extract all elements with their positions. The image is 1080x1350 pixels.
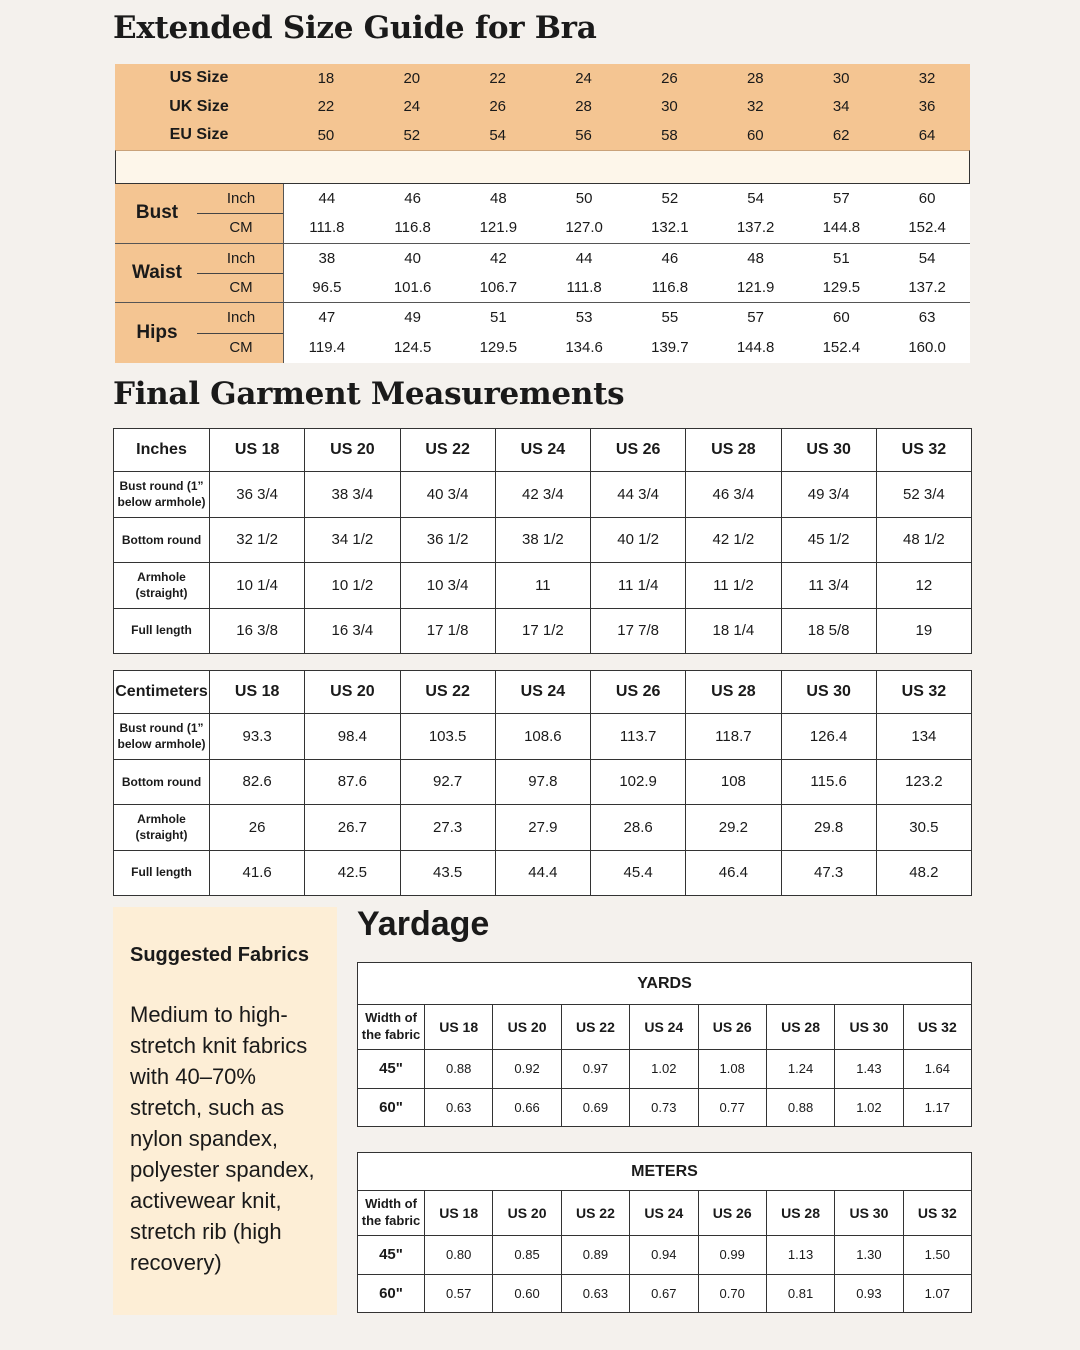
size-value: 52 — [403, 126, 421, 144]
measurement-value: 47 — [318, 309, 336, 327]
value-row-cm — [284, 213, 970, 242]
row-label: Bust round (1” below armhole) — [114, 714, 210, 760]
cell-value: 45.4 — [591, 850, 686, 895]
unit-labels — [199, 184, 283, 243]
measurement-value: 116.8 — [394, 219, 431, 237]
measurement-value: 139.7 — [651, 339, 689, 357]
cell-value: 126.4 — [781, 714, 876, 760]
cell-value: 17 7/8 — [591, 608, 686, 653]
cell-value: 118.7 — [686, 714, 781, 760]
cell-value: 48 1/2 — [876, 517, 971, 563]
cell-value: 36 3/4 — [210, 472, 305, 518]
size-value: 60 — [746, 126, 764, 144]
cell-value: 17 1/2 — [495, 608, 590, 653]
size-value: 30 — [832, 69, 850, 87]
unit-header: Centimeters — [114, 671, 210, 714]
garment-inches-table — [113, 428, 972, 654]
size-value: 32 — [746, 98, 764, 115]
cell-value: 30.5 — [876, 805, 971, 851]
measurement-group-bust — [115, 184, 970, 244]
size-column-header: US 28 — [686, 429, 781, 472]
table-row — [358, 1088, 972, 1127]
cell-value: 42 3/4 — [495, 472, 590, 518]
table-row — [114, 714, 972, 760]
cell-value: 1.02 — [835, 1088, 903, 1127]
size-column-header: US 18 — [425, 1005, 493, 1050]
size-column-header: US 24 — [495, 429, 590, 472]
cell-value: 11 1/4 — [591, 563, 686, 609]
measurement-value: 63 — [918, 309, 936, 327]
measurement-value: 44 — [318, 190, 336, 208]
unit-cm-label: CM — [229, 219, 253, 237]
value-row-cm — [284, 273, 970, 302]
table-row — [114, 850, 972, 895]
size-column-header: US 30 — [781, 429, 876, 472]
cell-value: 16 3/8 — [210, 608, 305, 653]
fabrics-heading: Suggested Fabrics — [130, 944, 309, 966]
row-label: Full length — [114, 850, 210, 895]
fabric-width-label: 45" — [358, 1050, 425, 1089]
size-column-header: US 22 — [561, 1005, 629, 1050]
cell-value: 19 — [876, 608, 971, 653]
cell-value: 52 3/4 — [876, 472, 971, 518]
size-guide-header-row — [115, 64, 970, 92]
cell-value: 42 1/2 — [686, 517, 781, 563]
size-column-header: US 30 — [781, 671, 876, 714]
size-column-header: US 28 — [686, 671, 781, 714]
cell-value: 0.94 — [630, 1236, 698, 1275]
row-label: Armhole (straight) — [114, 563, 210, 609]
measurement-value: 129.5 — [822, 278, 861, 296]
header-row — [114, 671, 972, 714]
cell-value: 44.4 — [495, 850, 590, 895]
unit-inch-label: Inch — [226, 249, 256, 267]
size-system-label: EU Size — [169, 126, 229, 143]
size-column-header: US 22 — [561, 1191, 629, 1236]
cell-value: 29.8 — [781, 805, 876, 851]
table-row — [114, 472, 972, 518]
unit-inch-label: Inch — [226, 190, 256, 208]
row-label: Bottom round — [114, 517, 210, 563]
cell-value: 41.6 — [210, 850, 305, 895]
measurement-value: 152.4 — [822, 339, 861, 357]
value-row-inch — [284, 184, 970, 213]
size-column-header: US 20 — [493, 1005, 561, 1050]
size-column-header: US 32 — [876, 671, 971, 714]
unit-cm-label: CM — [229, 339, 253, 357]
size-column-header: US 32 — [876, 429, 971, 472]
measurement-value: 40 — [404, 249, 421, 267]
size-value: 30 — [661, 98, 678, 115]
row-label: Bottom round — [114, 759, 210, 805]
measurement-value: 121.9 — [479, 219, 518, 237]
measurement-value: 121.9 — [736, 278, 775, 296]
cell-value: 42.5 — [305, 850, 400, 895]
cell-value: 26.7 — [305, 805, 400, 851]
cell-value: 46.4 — [686, 850, 781, 895]
cell-value: 46 3/4 — [686, 472, 781, 518]
size-value: 26 — [489, 98, 507, 115]
size-guide-body — [115, 184, 970, 363]
header-row — [358, 1191, 972, 1236]
size-value: 22 — [317, 98, 335, 115]
unit-labels — [199, 303, 283, 363]
cell-value: 38 3/4 — [305, 472, 400, 518]
size-guide-header — [115, 64, 970, 150]
measurement-group-hips — [115, 303, 970, 363]
size-value: 18 — [317, 69, 335, 87]
measurement-value: 137.2 — [736, 219, 775, 237]
cell-value: 36 1/2 — [400, 517, 495, 563]
table-row — [114, 759, 972, 805]
cell-value: 1.17 — [903, 1088, 971, 1127]
size-column-header: US 20 — [305, 429, 400, 472]
cell-value: 0.92 — [493, 1050, 561, 1089]
size-value: 24 — [403, 98, 421, 115]
size-guide-header-row — [115, 93, 970, 121]
yardage-meters-table — [357, 1152, 972, 1313]
cell-value: 92.7 — [400, 759, 495, 805]
measurement-value: 134.6 — [565, 339, 603, 357]
measurement-value: 46 — [661, 249, 679, 267]
garment-centimeters-table — [113, 670, 972, 896]
table-caption: YARDS — [358, 963, 972, 1005]
cell-value: 0.57 — [425, 1274, 493, 1313]
size-value: 36 — [918, 98, 936, 115]
measurement-label: Hips — [115, 303, 199, 363]
cell-value: 40 1/2 — [591, 517, 686, 563]
table-row — [114, 805, 972, 851]
cell-value: 40 3/4 — [400, 472, 495, 518]
size-column-header: US 28 — [766, 1005, 834, 1050]
cell-value: 1.24 — [766, 1050, 834, 1089]
size-value: 62 — [832, 126, 850, 144]
cell-value: 97.8 — [495, 759, 590, 805]
cell-value: 1.02 — [630, 1050, 698, 1089]
cell-value: 0.99 — [698, 1236, 766, 1275]
size-values — [283, 127, 970, 144]
measurement-value: 160.0 — [908, 339, 946, 357]
size-column-header: US 18 — [210, 671, 305, 714]
measurement-value: 54 — [747, 190, 764, 208]
cell-value: 26 — [210, 805, 305, 851]
cell-value: 18 5/8 — [781, 608, 876, 653]
size-column-header: US 26 — [591, 429, 686, 472]
caption-row — [358, 963, 972, 1005]
row-label: Bust round (1” below armhole) — [114, 472, 210, 518]
cell-value: 98.4 — [305, 714, 400, 760]
cell-value: 11 — [495, 563, 590, 609]
measurement-value: 38 — [318, 249, 336, 267]
cell-value: 38 1/2 — [495, 517, 590, 563]
cell-value: 1.08 — [698, 1050, 766, 1089]
measurement-value: 124.5 — [393, 339, 432, 357]
fabric-width-label: 45" — [358, 1236, 425, 1275]
size-value: 24 — [575, 69, 592, 87]
size-value: 28 — [575, 98, 592, 115]
cell-value: 0.69 — [561, 1088, 629, 1127]
measurement-value: 127.0 — [565, 219, 603, 237]
size-values — [283, 70, 970, 87]
cell-value: 0.73 — [630, 1088, 698, 1127]
cell-value: 0.97 — [561, 1050, 629, 1089]
measurement-value: 144.8 — [822, 219, 861, 237]
cell-value: 18 1/4 — [686, 608, 781, 653]
cell-value: 0.80 — [425, 1236, 493, 1275]
size-values — [283, 98, 970, 115]
size-column-header: US 20 — [305, 671, 400, 714]
size-column-header: US 18 — [210, 429, 305, 472]
measurement-value: 119.4 — [308, 339, 346, 357]
size-value: 54 — [489, 126, 507, 144]
size-column-header: US 20 — [493, 1191, 561, 1236]
table-caption: METERS — [358, 1153, 972, 1191]
cell-value: 1.30 — [835, 1236, 903, 1275]
unit-header: Inches — [114, 429, 210, 472]
cell-value: 0.85 — [493, 1236, 561, 1275]
measurement-value: 49 — [404, 309, 421, 327]
size-value: 56 — [575, 126, 592, 144]
cell-value: 0.88 — [766, 1088, 834, 1127]
measurement-value: 57 — [833, 190, 850, 208]
cell-value: 108.6 — [495, 714, 590, 760]
size-column-header: US 22 — [400, 671, 495, 714]
size-value: 26 — [661, 69, 678, 87]
yardage-title: Yardage — [357, 905, 490, 943]
cell-value: 43.5 — [400, 850, 495, 895]
cell-value: 0.81 — [766, 1274, 834, 1313]
cell-value: 27.9 — [495, 805, 590, 851]
size-column-header: US 32 — [903, 1191, 971, 1236]
size-guide-spacer — [115, 150, 970, 184]
cell-value: 0.60 — [493, 1274, 561, 1313]
cell-value: 1.50 — [903, 1236, 971, 1275]
measurement-value: 55 — [661, 309, 679, 327]
size-value: 20 — [403, 69, 421, 87]
cell-value: 1.64 — [903, 1050, 971, 1089]
cell-value: 1.13 — [766, 1236, 834, 1275]
measurement-value: 137.2 — [908, 278, 946, 296]
cell-value: 113.7 — [591, 714, 686, 760]
unit-cm-label: CM — [229, 278, 253, 296]
cell-value: 82.6 — [210, 759, 305, 805]
cell-value: 11 1/2 — [686, 563, 781, 609]
table-row — [358, 1050, 972, 1089]
fabric-width-label: 60" — [358, 1274, 425, 1313]
cell-value: 47.3 — [781, 850, 876, 895]
cell-value: 123.2 — [876, 759, 971, 805]
cell-value: 1.07 — [903, 1274, 971, 1313]
measurement-value: 57 — [747, 309, 764, 327]
value-row-cm — [284, 333, 970, 363]
cell-value: 0.88 — [425, 1050, 493, 1089]
header-row — [114, 429, 972, 472]
caption-row — [358, 1153, 972, 1191]
cell-value: 17 1/8 — [400, 608, 495, 653]
measurement-value: 60 — [833, 309, 850, 327]
size-column-header: US 18 — [425, 1191, 493, 1236]
measurement-label: Waist — [115, 244, 199, 303]
size-column-header: US 24 — [630, 1005, 698, 1050]
measurement-value: 101.6 — [393, 278, 432, 296]
measurement-value: 111.8 — [309, 219, 345, 237]
measurement-value: 44 — [575, 249, 593, 267]
cell-value: 103.5 — [400, 714, 495, 760]
width-header: Width of the fabric — [358, 1191, 425, 1236]
size-column-header: US 22 — [400, 429, 495, 472]
width-header: Width of the fabric — [358, 1005, 425, 1050]
table-row — [358, 1236, 972, 1275]
measurement-value: 50 — [575, 190, 593, 208]
cell-value: 34 1/2 — [305, 517, 400, 563]
unit-labels — [199, 244, 283, 303]
cell-value: 49 3/4 — [781, 472, 876, 518]
measurement-value: 60 — [918, 190, 936, 208]
cell-value: 0.63 — [561, 1274, 629, 1313]
cell-value: 93.3 — [210, 714, 305, 760]
measurement-value: 111.8 — [566, 278, 602, 296]
cell-value: 10 1/2 — [305, 563, 400, 609]
garment-title: Final Garment Measurements — [113, 376, 625, 412]
unit-inch-label: Inch — [226, 309, 256, 327]
table-row — [114, 608, 972, 653]
suggested-fabrics-box — [113, 907, 337, 1315]
measurement-value: 48 — [747, 249, 764, 267]
size-column-header: US 26 — [698, 1191, 766, 1236]
table-row — [358, 1274, 972, 1313]
size-guide-title: Extended Size Guide for Bra — [113, 10, 597, 46]
fabrics-body: Medium to high-stretch knit fabrics with 40–70% stretch, such as nylon spandex, polyester spandex, activewear knit, stretch rib (high recovery) — [130, 1002, 315, 1275]
size-value: 58 — [661, 126, 678, 144]
cell-value: 48.2 — [876, 850, 971, 895]
size-column-header: US 26 — [591, 671, 686, 714]
measurement-value: 54 — [918, 249, 936, 267]
size-column-header: US 28 — [766, 1191, 834, 1236]
cell-value: 11 3/4 — [781, 563, 876, 609]
value-row-inch — [284, 244, 970, 273]
measurement-value: 116.8 — [651, 278, 689, 296]
size-guide-header-row — [115, 121, 970, 149]
measurement-value: 106.7 — [479, 278, 518, 296]
cell-value: 12 — [876, 563, 971, 609]
cell-value: 0.77 — [698, 1088, 766, 1127]
measurement-value: 51 — [833, 249, 850, 267]
measurement-label: Bust — [115, 184, 199, 243]
size-guide-table — [115, 64, 970, 363]
cell-value: 32 1/2 — [210, 517, 305, 563]
measurement-value: 46 — [404, 190, 421, 208]
cell-value: 0.66 — [493, 1088, 561, 1127]
cell-value: 10 3/4 — [400, 563, 495, 609]
size-column-header: US 30 — [835, 1005, 903, 1050]
size-system-label: US Size — [169, 69, 229, 86]
size-value: 64 — [918, 126, 936, 144]
size-system-label: UK Size — [169, 97, 229, 115]
size-column-header: US 24 — [495, 671, 590, 714]
size-column-header: US 32 — [903, 1005, 971, 1050]
measurement-value: 52 — [661, 190, 679, 208]
value-row-inch — [284, 303, 970, 333]
table-row — [114, 563, 972, 609]
measurement-value: 48 — [490, 190, 507, 208]
size-value: 32 — [918, 69, 936, 87]
cell-value: 27.3 — [400, 805, 495, 851]
table-row — [114, 517, 972, 563]
cell-value: 44 3/4 — [591, 472, 686, 518]
header-row — [358, 1005, 972, 1050]
size-column-header: US 24 — [630, 1191, 698, 1236]
size-value: 22 — [489, 69, 507, 87]
measurement-value: 144.8 — [736, 339, 775, 357]
measurement-value: 51 — [490, 309, 507, 327]
cell-value: 108 — [686, 759, 781, 805]
cell-value: 0.93 — [835, 1274, 903, 1313]
cell-value: 0.89 — [561, 1236, 629, 1275]
cell-value: 115.6 — [781, 759, 876, 805]
size-column-header: US 30 — [835, 1191, 903, 1236]
cell-value: 134 — [876, 714, 971, 760]
row-label: Armhole (straight) — [114, 805, 210, 851]
cell-value: 0.63 — [425, 1088, 493, 1127]
cell-value: 87.6 — [305, 759, 400, 805]
cell-value: 10 1/4 — [210, 563, 305, 609]
cell-value: 45 1/2 — [781, 517, 876, 563]
measurement-values — [283, 244, 970, 303]
measurement-value: 42 — [490, 249, 507, 267]
cell-value: 1.43 — [835, 1050, 903, 1089]
size-column-header: US 26 — [698, 1005, 766, 1050]
size-value: 34 — [832, 98, 850, 115]
fabric-width-label: 60" — [358, 1088, 425, 1127]
cell-value: 29.2 — [686, 805, 781, 851]
cell-value: 102.9 — [591, 759, 686, 805]
cell-value: 28.6 — [591, 805, 686, 851]
cell-value: 16 3/4 — [305, 608, 400, 653]
measurement-value: 132.1 — [651, 219, 689, 237]
measurement-value: 53 — [575, 309, 593, 327]
row-label: Full length — [114, 608, 210, 653]
measurement-value: 96.5 — [312, 278, 342, 296]
measurement-values — [283, 303, 970, 363]
cell-value: 0.67 — [630, 1274, 698, 1313]
measurement-value: 152.4 — [908, 219, 946, 237]
measurement-group-waist — [115, 244, 970, 304]
size-value: 28 — [746, 69, 764, 87]
measurement-values — [283, 184, 970, 243]
measurement-value: 129.5 — [479, 339, 518, 357]
cell-value: 0.70 — [698, 1274, 766, 1313]
size-value: 50 — [317, 126, 335, 144]
yardage-yards-table — [357, 962, 972, 1127]
